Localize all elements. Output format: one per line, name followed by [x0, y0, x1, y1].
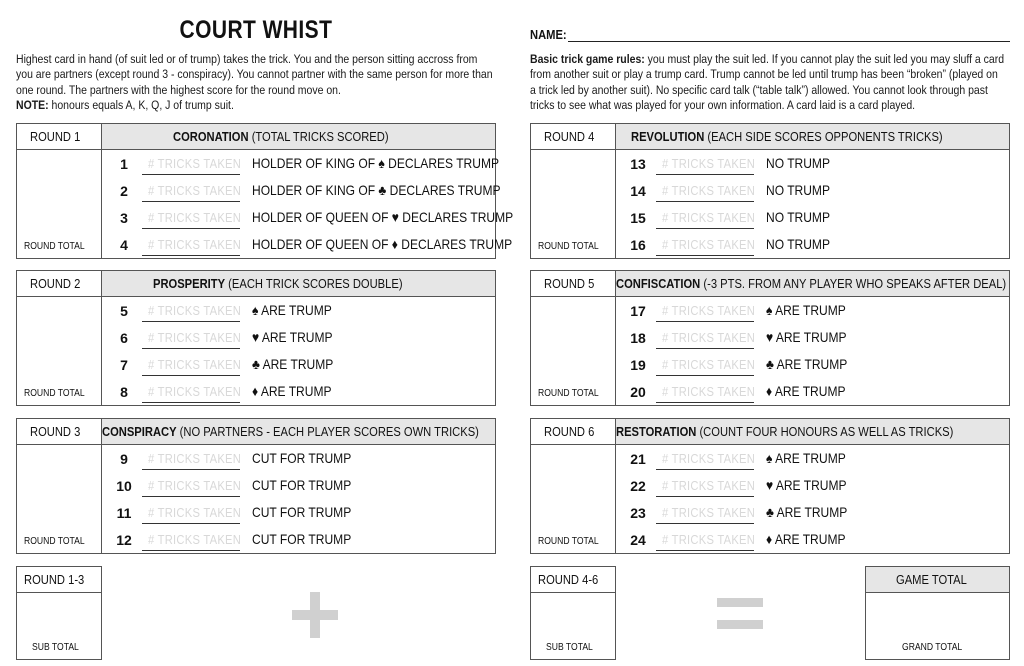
- hand-number: 23: [630, 505, 646, 521]
- subtotal-box-1-3: [16, 566, 102, 660]
- round-label: ROUND 5: [531, 271, 616, 297]
- hand-number: 4: [120, 237, 128, 253]
- tricks-placeholder: # TRICKS TAKEN: [148, 183, 242, 198]
- round-title: [102, 271, 495, 297]
- rules-line: a trick led by another suit). No specific card talk (“table talk”) allowed. You cannot look through past: [530, 82, 988, 97]
- equals-icon: [715, 596, 765, 636]
- round-title: [616, 124, 1009, 150]
- hand-row: [112, 298, 502, 324]
- round-total-label: ROUND TOTAL: [538, 241, 599, 252]
- hand-description: ♦ ARE TRUMP: [766, 383, 846, 399]
- round-total-label: ROUND TOTAL: [538, 388, 599, 399]
- hand-row: [112, 446, 502, 472]
- subtotal-label: ROUND 4-6: [537, 572, 599, 587]
- game-total-label: GAME TOTAL: [896, 572, 968, 587]
- hand-description: HOLDER OF QUEEN OF ♦ DECLARES TRUMP: [252, 236, 513, 252]
- hand-description: CUT FOR TRUMP: [252, 477, 352, 493]
- round-box: [16, 123, 514, 259]
- tricks-placeholder: # TRICKS TAKEN: [148, 357, 242, 372]
- round-note: (-3 PTS. FROM ANY PLAYER WHO SPEAKS AFTER DEAL): [703, 276, 1007, 291]
- hand-description: NO TRUMP: [766, 236, 831, 252]
- round-total-label: ROUND TOTAL: [24, 388, 85, 399]
- round-name: PROSPERITY: [153, 276, 226, 291]
- hand-row: [626, 232, 1016, 258]
- hand-number: 15: [630, 210, 646, 226]
- hand-number: 11: [116, 505, 132, 521]
- hand-row: [626, 500, 1016, 526]
- round-box: [530, 270, 1010, 406]
- note-text: honours equals A, K, Q, J of trump suit.: [51, 98, 234, 113]
- hand-row: [626, 151, 1016, 177]
- tricks-placeholder: # TRICKS TAKEN: [662, 384, 756, 399]
- hand-row: [112, 325, 502, 351]
- tricks-placeholder: # TRICKS TAKEN: [662, 451, 756, 466]
- round-name: RESTORATION: [616, 424, 697, 439]
- round-name: REVOLUTION: [631, 129, 705, 144]
- subtotal-label: ROUND 1-3: [23, 572, 85, 587]
- hand-description: ♥ ARE TRUMP: [766, 329, 847, 345]
- hand-description: ♣ ARE TRUMP: [766, 356, 848, 372]
- hand-description: CUT FOR TRUMP: [252, 504, 352, 520]
- round-box: [530, 123, 1010, 259]
- tricks-placeholder: # TRICKS TAKEN: [662, 303, 756, 318]
- hand-number: 14: [630, 183, 646, 199]
- hand-row: [112, 352, 502, 378]
- hand-number: 2: [120, 183, 128, 199]
- hand-row: [626, 527, 1016, 553]
- hand-number: 21: [630, 451, 646, 467]
- round-box: [530, 418, 1010, 554]
- hand-row: [626, 325, 1016, 351]
- hand-description: ♣ ARE TRUMP: [766, 504, 848, 520]
- hand-row: [626, 205, 1016, 231]
- tricks-placeholder: # TRICKS TAKEN: [148, 210, 242, 225]
- hand-row: [112, 379, 502, 405]
- hand-description: ♥ ARE TRUMP: [766, 477, 847, 493]
- hand-number: 18: [630, 330, 646, 346]
- subtotal-foot: SUB TOTAL: [31, 642, 79, 653]
- hand-number: 24: [630, 532, 646, 548]
- tricks-placeholder: # TRICKS TAKEN: [662, 330, 756, 345]
- subtotal-box-4-6: [530, 566, 616, 660]
- hand-row: [626, 352, 1016, 378]
- tricks-placeholder: # TRICKS TAKEN: [148, 303, 242, 318]
- grand-total-label: GRAND TOTAL: [902, 642, 963, 653]
- hand-number: 19: [630, 357, 646, 373]
- tricks-placeholder: # TRICKS TAKEN: [148, 384, 242, 399]
- round-name: CONSPIRACY: [102, 424, 177, 439]
- intro-line: one round. The partners with the highest score for the round move on.: [16, 82, 341, 97]
- hand-description: HOLDER OF QUEEN OF ♥ DECLARES TRUMP: [252, 209, 514, 225]
- round-label: ROUND 1: [17, 124, 102, 150]
- tricks-placeholder: # TRICKS TAKEN: [148, 237, 242, 252]
- tricks-placeholder: # TRICKS TAKEN: [148, 330, 242, 345]
- hand-description: HOLDER OF KING OF ♠ DECLARES TRUMP: [252, 155, 500, 171]
- hand-description: ♠ ARE TRUMP: [252, 302, 332, 318]
- round-note: (NO PARTNERS - EACH PLAYER SCORES OWN TRICKS): [179, 424, 479, 439]
- name-label: NAME:: [530, 27, 567, 42]
- tricks-placeholder: # TRICKS TAKEN: [148, 478, 242, 493]
- hand-row: [626, 446, 1016, 472]
- tricks-placeholder: # TRICKS TAKEN: [148, 505, 242, 520]
- hand-number: 5: [120, 303, 128, 319]
- tricks-placeholder: # TRICKS TAKEN: [662, 478, 756, 493]
- intro-line: you are partners (except round 3 - conspiracy). You cannot partner with the same person for more than: [16, 67, 493, 82]
- rules-text: [530, 52, 1015, 114]
- hand-row: [112, 178, 502, 204]
- hand-row: [626, 298, 1016, 324]
- hand-description: ♣ ARE TRUMP: [252, 356, 334, 372]
- hand-number: 20: [630, 384, 646, 400]
- hand-number: 8: [120, 384, 128, 400]
- hand-description: CUT FOR TRUMP: [252, 531, 352, 547]
- hand-description: NO TRUMP: [766, 209, 831, 225]
- hand-number: 12: [116, 532, 132, 548]
- round-title: [102, 419, 495, 445]
- round-label: ROUND 2: [17, 271, 102, 297]
- hand-description: NO TRUMP: [766, 155, 831, 171]
- hand-description: ♦ ARE TRUMP: [252, 383, 332, 399]
- hand-row: [112, 232, 513, 258]
- hand-row: [626, 178, 1016, 204]
- rules-line: from another suit or play a trump card. Trump cannot be led until trump has been “broken” (played on: [530, 67, 998, 82]
- round-note: (EACH SIDE SCORES OPPONENTS TRICKS): [707, 129, 943, 144]
- round-title: [616, 271, 1009, 297]
- hand-row: [112, 473, 502, 499]
- hand-row: [112, 151, 502, 177]
- intro-text: [16, 52, 506, 114]
- tricks-placeholder: # TRICKS TAKEN: [148, 451, 242, 466]
- intro-line: Highest card in hand (of suit led or of trump) takes the trick. You and the person sitting accross from: [16, 52, 478, 66]
- game-total-box: [865, 566, 1010, 660]
- hand-number: 22: [630, 478, 646, 494]
- round-total-label: ROUND TOTAL: [24, 536, 85, 547]
- hand-number: 1: [120, 156, 128, 172]
- round-label: ROUND 6: [531, 419, 616, 445]
- note-label: NOTE:: [16, 98, 49, 113]
- hand-description: ♦ ARE TRUMP: [766, 531, 846, 547]
- hand-number: 13: [630, 156, 646, 172]
- round-label: ROUND 3: [17, 419, 102, 445]
- round-title: [102, 124, 495, 150]
- hand-number: 7: [120, 357, 128, 373]
- hand-row: [626, 379, 1016, 405]
- round-name: CORONATION: [173, 129, 249, 144]
- round-box: [16, 270, 496, 406]
- hand-number: 17: [630, 303, 646, 319]
- round-label: ROUND 4: [531, 124, 616, 150]
- rules-label: Basic trick game rules:: [530, 52, 645, 66]
- hand-row: [112, 205, 514, 231]
- tricks-placeholder: # TRICKS TAKEN: [662, 156, 756, 171]
- hand-row: [112, 500, 502, 526]
- tricks-placeholder: # TRICKS TAKEN: [662, 210, 756, 225]
- hand-number: 9: [120, 451, 128, 467]
- hand-description: ♥ ARE TRUMP: [252, 329, 333, 345]
- tricks-placeholder: # TRICKS TAKEN: [662, 183, 756, 198]
- name-field[interactable]: [568, 41, 1010, 42]
- hand-number: 6: [120, 330, 128, 346]
- hand-description: ♠ ARE TRUMP: [766, 450, 846, 466]
- hand-row: [112, 527, 502, 553]
- tricks-placeholder: # TRICKS TAKEN: [662, 532, 756, 547]
- subtotal-foot: SUB TOTAL: [545, 642, 593, 653]
- tricks-placeholder: # TRICKS TAKEN: [662, 237, 756, 252]
- hand-description: ♠ ARE TRUMP: [766, 302, 846, 318]
- tricks-placeholder: # TRICKS TAKEN: [662, 357, 756, 372]
- hand-number: 3: [120, 210, 128, 226]
- round-name: CONFISCATION: [616, 276, 701, 291]
- hand-description: HOLDER OF KING OF ♣ DECLARES TRUMP: [252, 182, 501, 198]
- hand-description: CUT FOR TRUMP: [252, 450, 352, 466]
- round-box: [16, 418, 496, 554]
- hand-row: [626, 473, 1016, 499]
- round-total-label: ROUND TOTAL: [24, 241, 85, 252]
- tricks-placeholder: # TRICKS TAKEN: [148, 532, 242, 547]
- round-note: (EACH TRICK SCORES DOUBLE): [228, 276, 403, 291]
- round-note: (COUNT FOUR HONOURS AS WELL AS TRICKS): [699, 424, 954, 439]
- tricks-placeholder: # TRICKS TAKEN: [662, 505, 756, 520]
- round-note: (TOTAL TRICKS SCORED): [251, 129, 389, 144]
- page-title: COURT WHIST: [179, 16, 333, 44]
- rules-line: you must play the suit led. If you cannot play the suit led you may sluff a card: [647, 52, 1005, 66]
- hand-description: NO TRUMP: [766, 182, 831, 198]
- hand-number: 10: [116, 478, 132, 494]
- round-title: [616, 419, 1009, 445]
- plus-icon: [290, 590, 340, 640]
- round-total-label: ROUND TOTAL: [538, 536, 599, 547]
- tricks-placeholder: # TRICKS TAKEN: [148, 156, 242, 171]
- hand-number: 16: [630, 237, 646, 253]
- rules-line: tricks to see what was played for your own information. A card laid is a card played.: [530, 98, 916, 113]
